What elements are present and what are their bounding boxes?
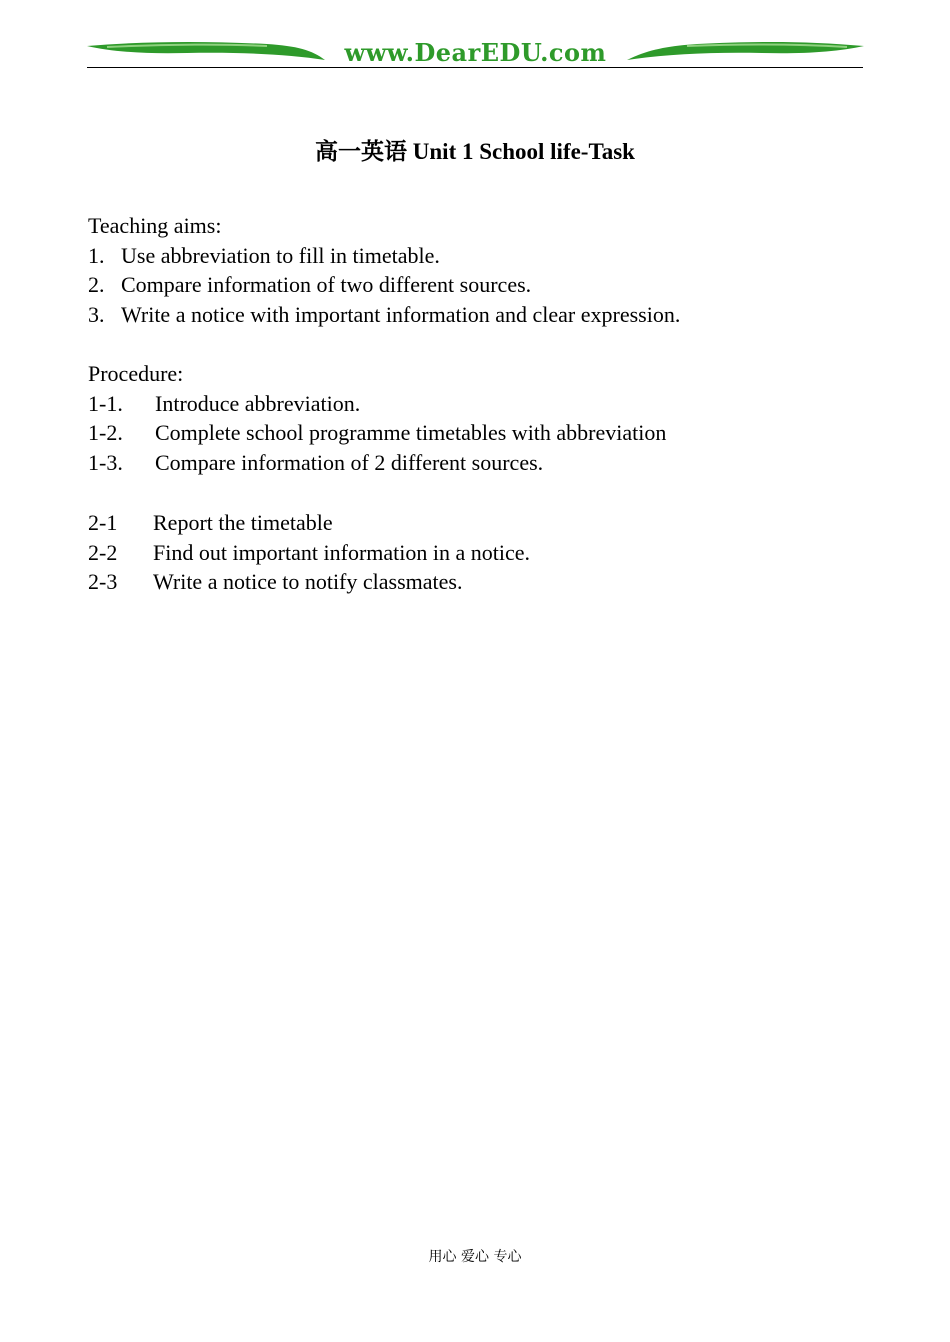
- procedure-item: [88, 567, 530, 597]
- aims-item-text: Use abbreviation to fill in timetable.: [121, 242, 440, 268]
- aims-item-number: 3.: [88, 302, 105, 328]
- teaching-aims-section: [88, 211, 680, 330]
- header-banner: [87, 38, 864, 70]
- aims-item: [88, 300, 680, 330]
- procedure-item: [88, 508, 530, 538]
- procedure-item-number: 2-3: [88, 569, 118, 595]
- aims-item-text: Compare information of two different sources.: [121, 272, 532, 298]
- procedure-item: [88, 538, 530, 568]
- aims-item-number: 2.: [88, 272, 105, 298]
- procedure-item: [88, 418, 666, 448]
- procedure-item-text: Write a notice to notify classmates.: [153, 569, 463, 595]
- procedure-item-text: Report the timetable: [153, 510, 333, 535]
- procedure-item-text: Compare information of 2 different sources.: [155, 450, 544, 476]
- site-logo-text: www.DearEDU.com: [344, 38, 607, 67]
- aims-item-text: Write a notice with important information and clear expression.: [121, 302, 681, 328]
- aims-item-number: 1.: [88, 242, 105, 268]
- procedure-item-text: Complete school programme timetables with abbreviation: [155, 420, 667, 446]
- procedure-item: [88, 448, 666, 478]
- procedure-item-text: Find out important information in a notice.: [153, 539, 530, 565]
- procedure-item-number: 1-1.: [88, 390, 123, 416]
- aims-heading: Teaching aims:: [88, 213, 222, 238]
- page-footer: 用心 爱心 专心: [428, 1249, 522, 1265]
- aims-item: [88, 270, 680, 300]
- procedure-item: [88, 389, 666, 419]
- procedure-heading: Procedure:: [88, 361, 184, 386]
- header-divider: [87, 67, 863, 68]
- procedure-item-text: Introduce abbreviation.: [155, 390, 361, 416]
- procedure-item-number: 1-2.: [88, 420, 123, 446]
- procedure-item-number: 2-1: [88, 510, 118, 535]
- aims-item: [88, 241, 680, 271]
- procedure-item-number: 2-2: [88, 539, 118, 565]
- procedure-section: [88, 359, 666, 478]
- document-title: 高一英语 Unit 1 School life-Task: [315, 139, 635, 164]
- procedure-item-number: 1-3.: [88, 450, 123, 476]
- procedure-part2-section: [88, 508, 530, 597]
